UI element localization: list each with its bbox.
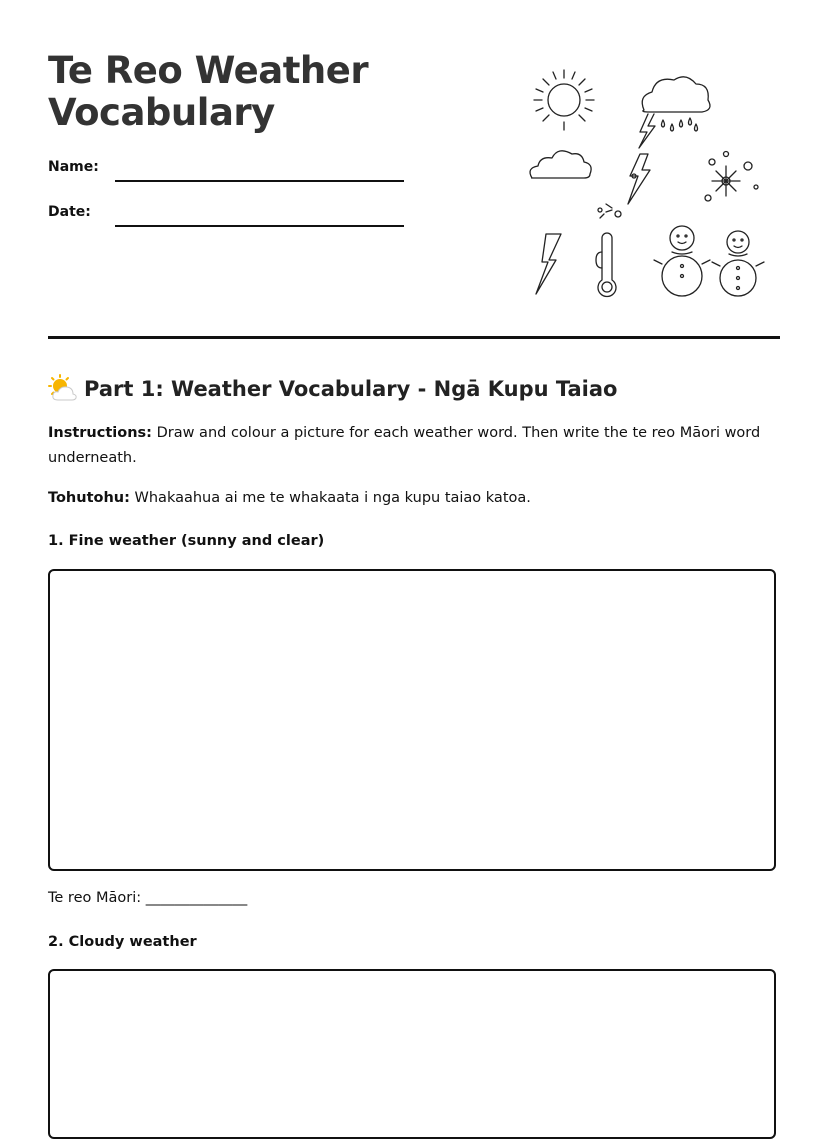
snowflake-icon xyxy=(598,152,758,219)
thermometer-icon xyxy=(596,233,616,296)
tohutohu-text: Whakaahua ai me te whakaata i nga kupu taiao katoa. xyxy=(129,490,531,506)
cloud-icon xyxy=(530,151,591,178)
header-divider xyxy=(48,336,780,339)
tohutohu-label: Tohutohu: xyxy=(48,490,130,506)
rain-cloud-icon xyxy=(639,77,710,148)
tohutohu-paragraph xyxy=(48,486,780,511)
name-line[interactable] xyxy=(115,180,404,182)
instructions-label: Instructions: xyxy=(48,425,152,441)
name-label: Name: xyxy=(48,159,99,175)
part1-heading xyxy=(48,374,617,404)
weather-clipart xyxy=(526,62,766,302)
date-label: Date: xyxy=(48,204,91,220)
sun-icon xyxy=(534,70,594,130)
lightning-icon xyxy=(536,234,561,294)
date-line[interactable] xyxy=(115,225,404,227)
snowman-icon xyxy=(712,231,764,296)
worksheet-title: Te Reo Weather Vocabulary xyxy=(48,49,369,134)
instructions-paragraph xyxy=(48,421,780,471)
item-1-heading: 1. Fine weather (sunny and clear) xyxy=(48,533,325,549)
item-2-drawing-box[interactable] xyxy=(48,969,776,1139)
instructions-text: Draw and colour a picture for each weather word. Then write the te reo Māori word underneath. xyxy=(48,425,761,466)
lightning-icon xyxy=(628,154,650,204)
snowman-icon xyxy=(654,226,710,296)
item-1-answer-line[interactable]: Te reo Māori: ______________ xyxy=(48,890,248,906)
part1-heading-text: Part 1: Weather Vocabulary - Ngā Kupu Taiao xyxy=(84,377,618,401)
item-1-drawing-box[interactable] xyxy=(48,569,776,871)
sun-behind-cloud-icon xyxy=(48,374,78,404)
item-2-heading: 2. Cloudy weather xyxy=(48,934,197,950)
